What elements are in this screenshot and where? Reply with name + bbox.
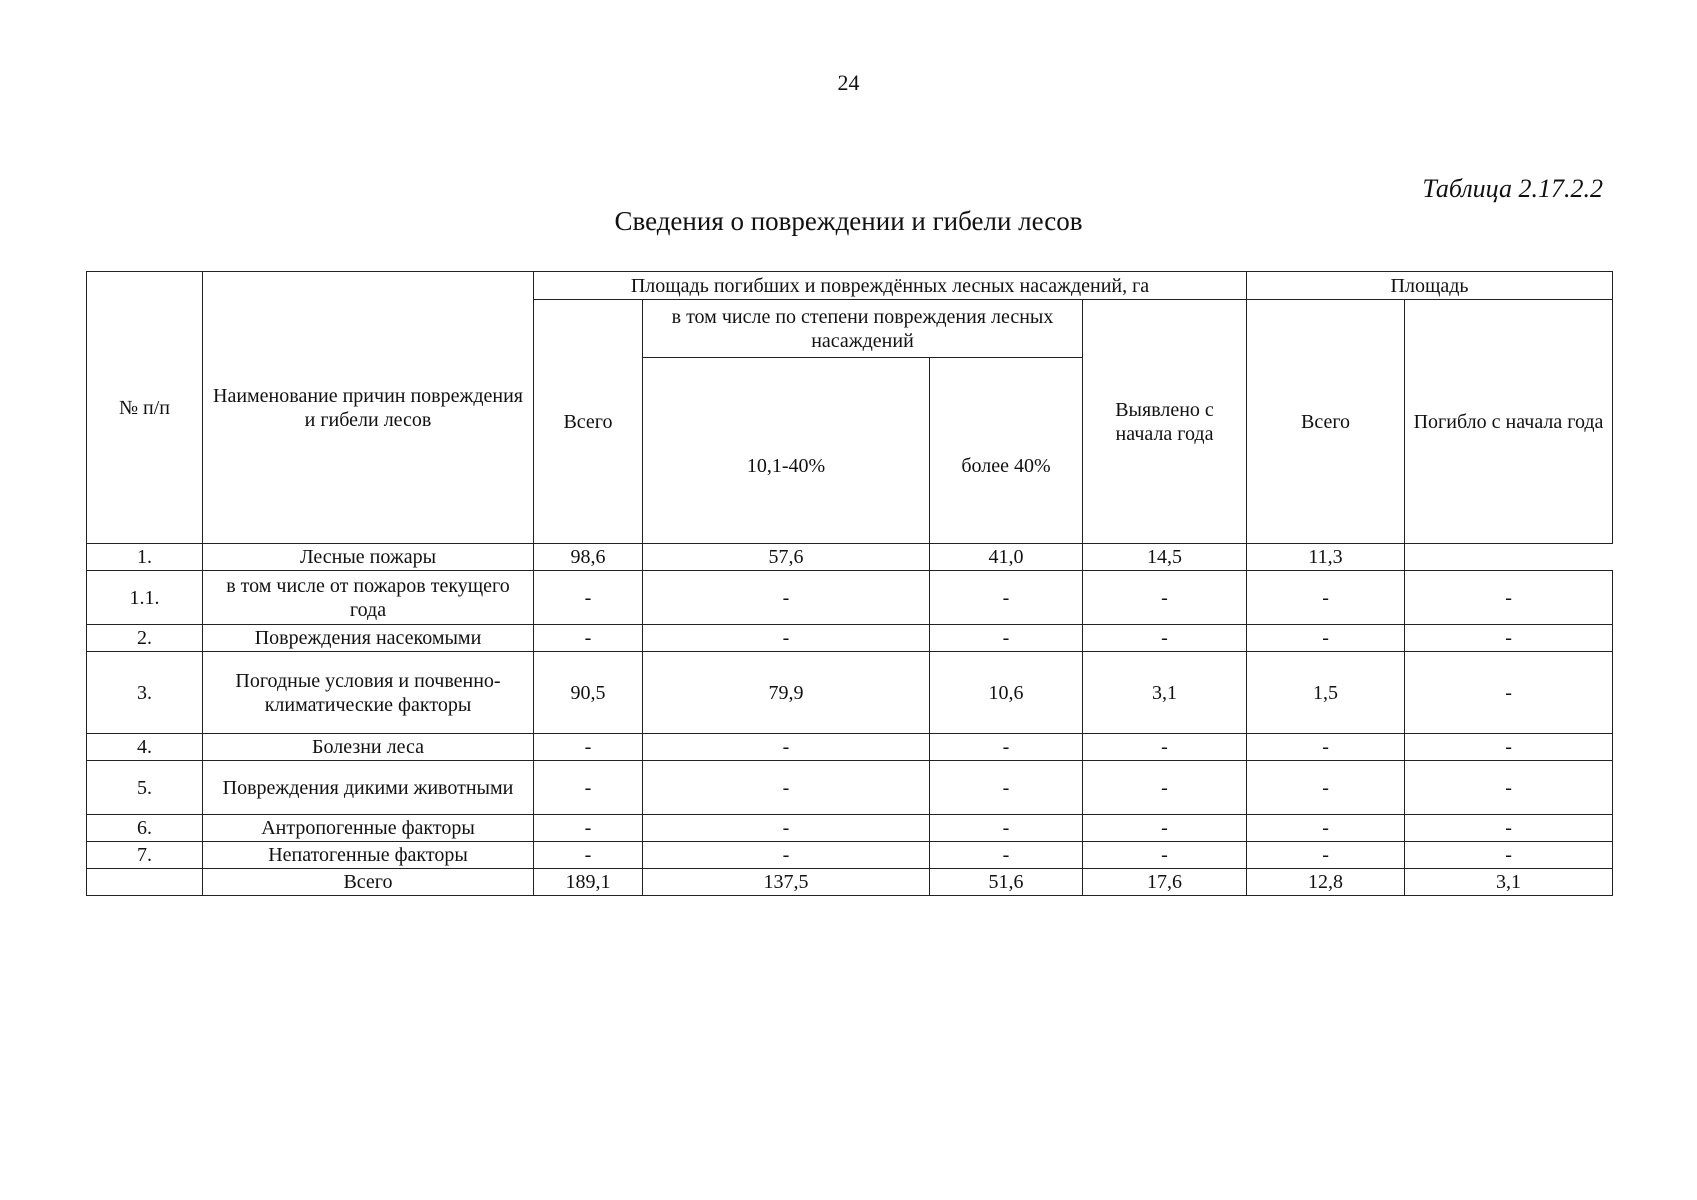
- cell-num: 3.: [87, 652, 203, 734]
- cell-total2: 11,3: [1247, 544, 1405, 571]
- cell-num: 1.1.: [87, 571, 203, 625]
- table-row: [87, 842, 1613, 869]
- cell-died: -: [1405, 761, 1613, 815]
- header-num: № п/п: [87, 272, 203, 544]
- cell-detected: 14,5: [1083, 544, 1247, 571]
- cell-detected: -: [1083, 815, 1247, 842]
- cell-died: -: [1405, 842, 1613, 869]
- cell-total2: -: [1247, 734, 1405, 761]
- cell-degree-1: 57,6: [643, 544, 930, 571]
- header-died: Погибло с начала года: [1405, 300, 1613, 544]
- cell-degree-2: 10,6: [930, 652, 1083, 734]
- header-degree-1: 10,1-40%: [643, 358, 930, 544]
- cell-detected: -: [1083, 734, 1247, 761]
- cell-died: -: [1405, 652, 1613, 734]
- cell-total2: 12,8: [1247, 869, 1405, 896]
- header-group-area2: Площадь: [1247, 272, 1613, 300]
- cell-num: [87, 869, 203, 896]
- cell-total: 189,1: [534, 869, 643, 896]
- table-row: [87, 652, 1613, 734]
- cell-num: 6.: [87, 815, 203, 842]
- cell-num: 4.: [87, 734, 203, 761]
- cell-detected: -: [1083, 625, 1247, 652]
- cell-total: -: [534, 761, 643, 815]
- cell-degree-2: -: [930, 734, 1083, 761]
- cell-num: 7.: [87, 842, 203, 869]
- cell-num: 1.: [87, 544, 203, 571]
- cell-name: в том числе от пожаров текущего года: [203, 571, 534, 625]
- cell-total2: -: [1247, 625, 1405, 652]
- page-number: 24: [837, 70, 860, 95]
- cell-name: Непатогенные факторы: [203, 842, 534, 869]
- cell-detected: -: [1083, 571, 1247, 625]
- cell-name: Болезни леса: [203, 734, 534, 761]
- cell-total: -: [534, 842, 643, 869]
- cell-total2: -: [1247, 815, 1405, 842]
- cell-died: 3,1: [1405, 869, 1613, 896]
- header-total: Всего: [534, 300, 643, 544]
- header-group-area: Площадь погибших и повреждённых лесных насаждений, га: [534, 272, 1247, 300]
- document-title: Сведения о повреждении и гибели лесов: [614, 206, 1083, 236]
- header-detected: Выявлено с начала года: [1083, 300, 1247, 544]
- cell-degree-2: 41,0: [930, 544, 1083, 571]
- header-total2: Всего: [1247, 300, 1405, 544]
- cell-degree-2: -: [930, 815, 1083, 842]
- cell-degree-1: -: [643, 734, 930, 761]
- cell-total2: 1,5: [1247, 652, 1405, 734]
- cell-degree-2: -: [930, 842, 1083, 869]
- cell-degree-1: -: [643, 842, 930, 869]
- cell-name: Антропогенные факторы: [203, 815, 534, 842]
- table-row: [87, 625, 1613, 652]
- cell-degree-2: 51,6: [930, 869, 1083, 896]
- cell-detected: 3,1: [1083, 652, 1247, 734]
- cell-degree-2: -: [930, 571, 1083, 625]
- cell-total: -: [534, 571, 643, 625]
- cell-degree-1: 137,5: [643, 869, 930, 896]
- cell-total: -: [534, 815, 643, 842]
- table-row: [87, 571, 1613, 625]
- cell-degree-1: -: [643, 761, 930, 815]
- cell-detected: 17,6: [1083, 869, 1247, 896]
- header-by-degree: в том числе по степени повреждения лесных насаждений: [643, 300, 1083, 358]
- cell-died: -: [1405, 734, 1613, 761]
- table-row: [87, 544, 1613, 571]
- table-row: [87, 761, 1613, 815]
- cell-degree-2: -: [930, 625, 1083, 652]
- cell-name: Лесные пожары: [203, 544, 534, 571]
- cell-degree-2: -: [930, 761, 1083, 815]
- cell-total: -: [534, 625, 643, 652]
- cell-name: Повреждения дикими животными: [203, 761, 534, 815]
- cell-name: Повреждения насекомыми: [203, 625, 534, 652]
- cell-degree-1: 79,9: [643, 652, 930, 734]
- cell-total: 90,5: [534, 652, 643, 734]
- cell-total: 98,6: [534, 544, 643, 571]
- cell-total2: -: [1247, 761, 1405, 815]
- table-label: Таблица 2.17.2.2: [1422, 174, 1603, 203]
- cell-num: 2.: [87, 625, 203, 652]
- header-cause: Наименование причин повреждения и гибели лесов: [203, 272, 534, 544]
- cell-detected: -: [1083, 842, 1247, 869]
- cell-total: -: [534, 734, 643, 761]
- cell-degree-1: -: [643, 815, 930, 842]
- cell-num: 5.: [87, 761, 203, 815]
- cell-total2: -: [1247, 842, 1405, 869]
- table-row: [87, 815, 1613, 842]
- forest-damage-table: [86, 271, 1613, 896]
- cell-name: Погодные условия и почвенно-климатические факторы: [203, 652, 534, 734]
- table-total-row: [87, 869, 1613, 896]
- cell-died: -: [1405, 815, 1613, 842]
- cell-died: -: [1405, 625, 1613, 652]
- cell-degree-1: -: [643, 571, 930, 625]
- cell-died: -: [1405, 571, 1613, 625]
- cell-detected: -: [1083, 761, 1247, 815]
- cell-total2: -: [1247, 571, 1405, 625]
- cell-name: Всего: [203, 869, 534, 896]
- cell-degree-1: -: [643, 625, 930, 652]
- header-degree-2: более 40%: [930, 358, 1083, 544]
- table-row: [87, 734, 1613, 761]
